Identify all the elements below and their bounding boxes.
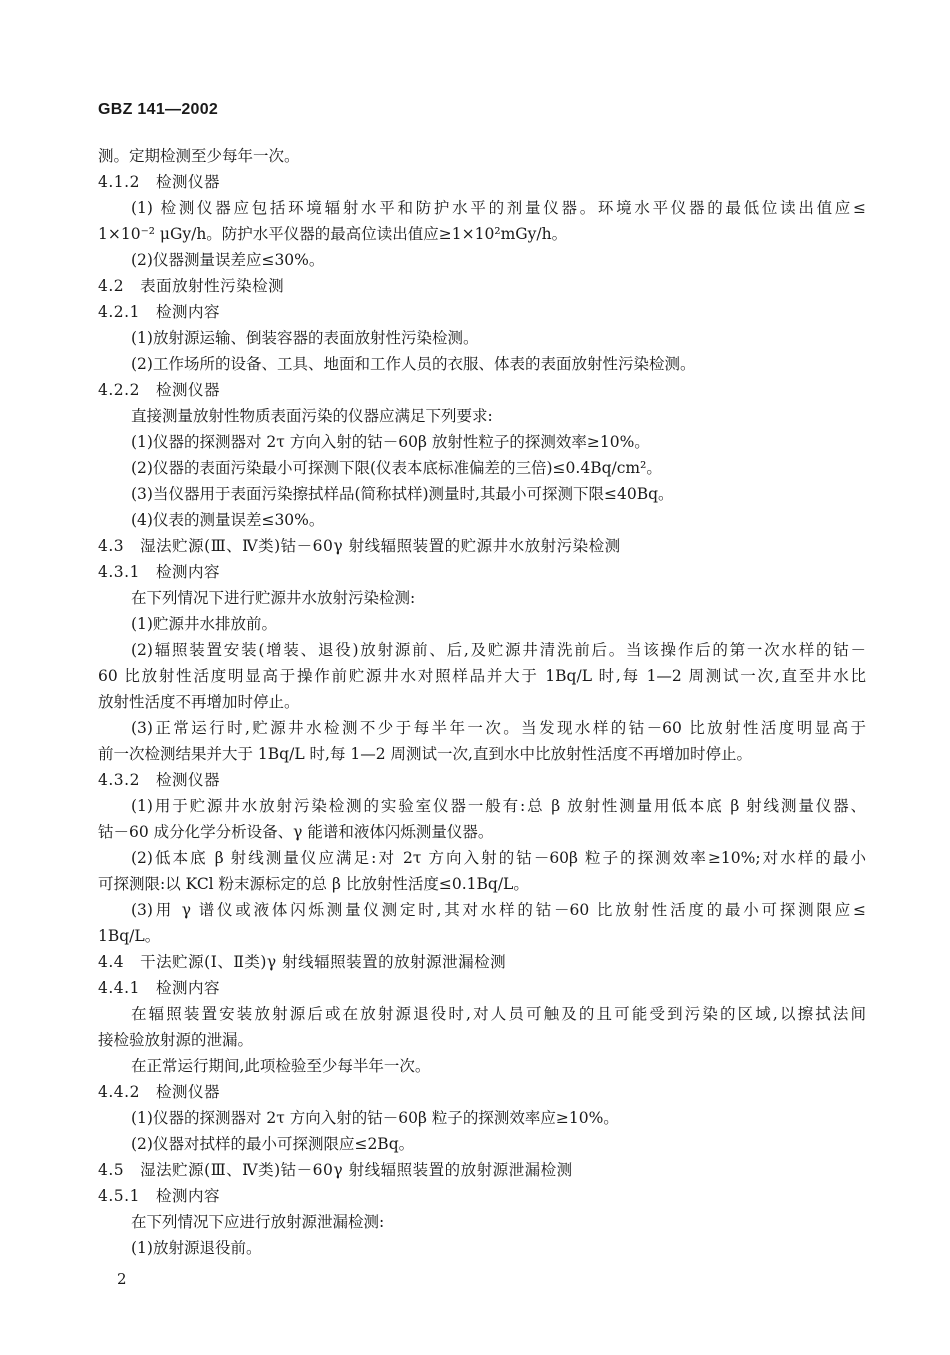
paragraph-line: 在下列情况下进行贮源井水放射污染检测: [131, 589, 416, 607]
paragraph-line: (2)低本底 β 射线测量仪应满足:对 2τ 方向入射的钴－60β 粒子的探测效率≥10%;对水样的最小 [131, 849, 866, 867]
section-heading: 4.2 表面放射性污染检测 [98, 277, 285, 295]
paragraph-line: (1)用于贮源井水放射污染检测的实验室仪器一般有:总 β 放射性测量用低本底 β 射线测量仪器、 [131, 797, 866, 815]
paragraph-line: (2)仪器对拭样的最小可探测限应≤2Bq。 [131, 1135, 415, 1153]
section-heading: 4.3.1 检测内容 [98, 563, 220, 581]
paragraph-line: (2)工作场所的设备、工具、地面和工作人员的衣服、体表的表面放射性污染检测。 [131, 355, 696, 373]
standard-code: GBZ 141—2002 [98, 101, 219, 118]
paragraph-line: 接检验放射源的泄漏。 [98, 1031, 254, 1049]
paragraph-line: (1)仪器的探测器对 2τ 方向入射的钴－60β 粒子的探测效率应≥10%。 [131, 1109, 619, 1127]
page-number: 2 [117, 1270, 127, 1288]
section-heading: 4.1.2 检测仪器 [98, 173, 220, 191]
paragraph-line: 在辐照装置安装放射源后或在放射源退役时,对人员可触及的且可能受到污染的区域,以擦拭法间 [131, 1005, 866, 1023]
paragraph-line: (2)仪器的表面污染最小可探测下限(仪表本底标准偏差的三倍)≤0.4Bq/cm²。 [131, 459, 662, 477]
paragraph-line: 前一次检测结果并大于 1Bq/L 时,每 1—2 周测试一次,直到水中比放射性活度不再增加时停止。 [98, 745, 752, 763]
section-heading: 4.5.1 检测内容 [98, 1187, 220, 1205]
paragraph-line: (2)辐照装置安装(增装、退役)放射源前、后,及贮源井清洗前后。当该操作后的第一次水样的钴－ [131, 641, 866, 659]
paragraph-line: 1Bq/L。 [98, 927, 161, 945]
section-heading: 4.3.2 检测仪器 [98, 771, 220, 789]
paragraph-line: 在正常运行期间,此项检验至少每半年一次。 [131, 1057, 431, 1075]
paragraph-line: 可探测限:以 KCl 粉末源标定的总 β 比放射性活度≤0.1Bq/L。 [98, 875, 529, 893]
paragraph-line: (1)放射源运输、倒装容器的表面放射性污染检测。 [131, 329, 479, 347]
paragraph-line: (4)仪表的测量误差≤30%。 [131, 511, 325, 529]
paragraph-line: (3)正常运行时,贮源井水检测不少于每半年一次。当发现水样的钴－60 比放射性活度明显高于 [131, 719, 866, 737]
paragraph-line: 钴－60 成分化学分析设备、γ 能谱和液体闪烁测量仪器。 [98, 823, 494, 841]
section-heading: 4.4.2 检测仪器 [98, 1083, 220, 1101]
section-heading: 4.4.1 检测内容 [98, 979, 220, 997]
paragraph-line: (1)贮源井水排放前。 [131, 615, 277, 633]
paragraph-line: 在下列情况下应进行放射源泄漏检测: [131, 1213, 385, 1231]
paragraph-line: 测。定期检测至少每年一次。 [98, 147, 300, 165]
paragraph-line: 60 比放射性活度明显高于操作前贮源井水对照样品并大于 1Bq/L 时,每 1—2 周测试一次,直至井水比 [98, 667, 866, 685]
paragraph-line: (2)仪器测量误差应≤30%。 [131, 251, 325, 269]
paragraph-line: 放射性活度不再增加时停止。 [98, 693, 300, 711]
section-heading: 4.2.2 检测仪器 [98, 381, 220, 399]
section-heading: 4.2.1 检测内容 [98, 303, 220, 321]
paragraph-line: 直接测量放射性物质表面污染的仪器应满足下列要求: [131, 407, 493, 425]
section-heading: 4.4 干法贮源(Ⅰ、Ⅱ类)γ 射线辐照装置的放射源泄漏检测 [98, 953, 507, 971]
section-heading: 4.5 湿法贮源(Ⅲ、Ⅳ类)钴－60γ 射线辐照装置的放射源泄漏检测 [98, 1161, 573, 1179]
paragraph-line: (1)仪器的探测器对 2τ 方向入射的钴－60β 放射性粒子的探测效率≥10%。 [131, 433, 650, 451]
paragraph-line: (3)当仪器用于表面污染擦拭样品(简称拭样)测量时,其最小可探测下限≤40Bq。 [131, 485, 674, 503]
paragraph-line: (3)用 γ 谱仪或液体闪烁测量仪测定时,其对水样的钴－60 比放射性活度的最小可探测限应≤ [131, 901, 866, 919]
document-body [98, 143, 866, 1261]
paragraph-line: 1×10⁻² μGy/h。防护水平仪器的最高位读出值应≥1×10²mGy/h。 [98, 225, 568, 243]
paragraph-line: (1)放射源退役前。 [131, 1239, 262, 1257]
paragraph-line: (1) 检测仪器应包括环境辐射水平和防护水平的剂量仪器。环境水平仪器的最低位读出值应≤ [131, 199, 866, 217]
section-heading: 4.3 湿法贮源(Ⅲ、Ⅳ类)钴－60γ 射线辐照装置的贮源井水放射污染检测 [98, 537, 621, 555]
